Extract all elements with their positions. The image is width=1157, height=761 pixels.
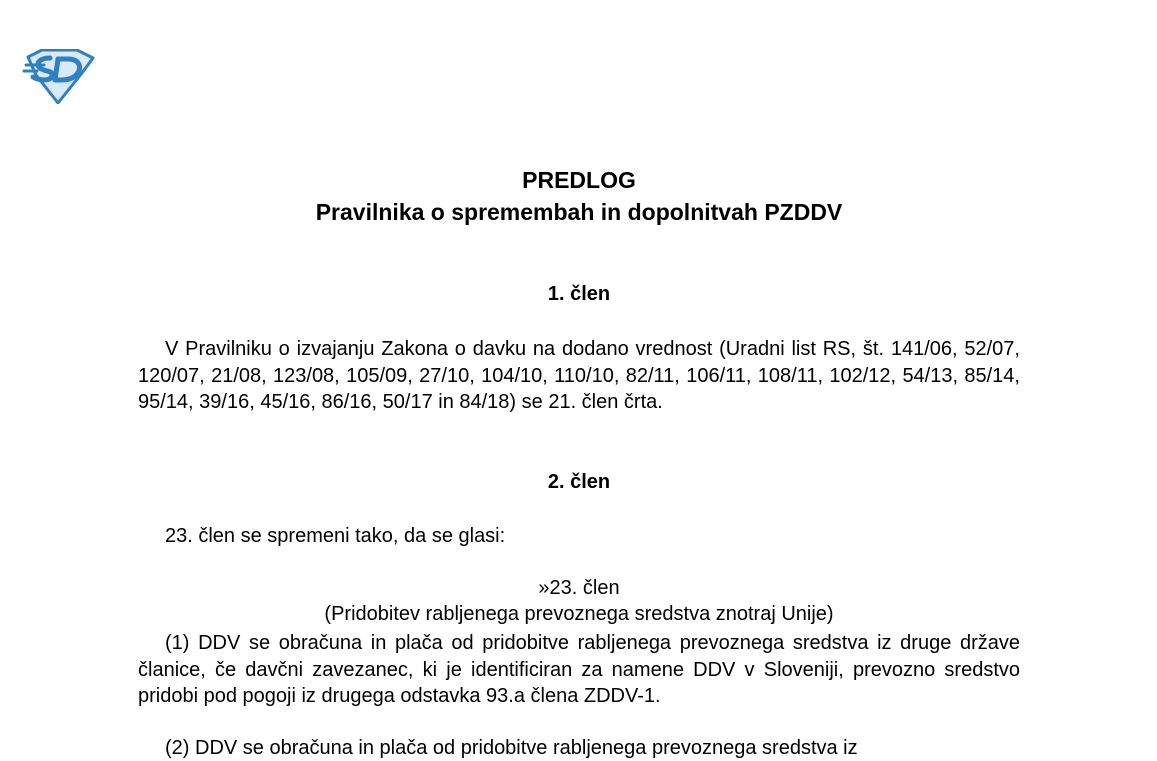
quoted-article-heading: »23. člen [538,577,620,599]
quoted-paragraph-1: (1) DDV se obračuna in plača od pridobitve rabljenega prevoznega sredstva iz druge države članice, če davčni zavezanec, ki je identificiran za namene DDV v Sloveniji, prevozno sredstvo pridobi pod pogoji iz drugega odstavka 93.a člena ZDDV-1. [138,632,1020,707]
document-title: PREDLOG [522,167,636,193]
article-2-intro: 23. člen se spremeni tako, da se glasi: [165,525,506,547]
article-2-heading: 2. člen [547,471,611,493]
quoted-article-subheading: (Pridobitev rabljenega prevoznega sredstva znotraj Unije) [324,603,834,625]
logo-icon [22,49,96,104]
document-subtitle: Pravilnika o spremembah in dopolnitvah PZDDV [315,199,843,225]
article-1-heading: 1. člen [547,283,611,305]
article-1-text: V Pravilniku o izvajanju Zakona o davku na dodano vrednost (Uradni list RS, št. 141/06, 52/07, 120/07, 21/08, 123/08, 105/09, 27/10, 104/10, 110/10, 82/11, 106/11, 108/11, 102/12, 54/13, 85/14, 95/14, 39/16, 45/16, 86/16, 50/17 in 84/18) se 21. člen črta. [138,338,1020,413]
quoted-paragraph-2: (2) DDV se obračuna in plača od pridobitve rabljenega prevoznega sredstva iz [165,737,858,759]
